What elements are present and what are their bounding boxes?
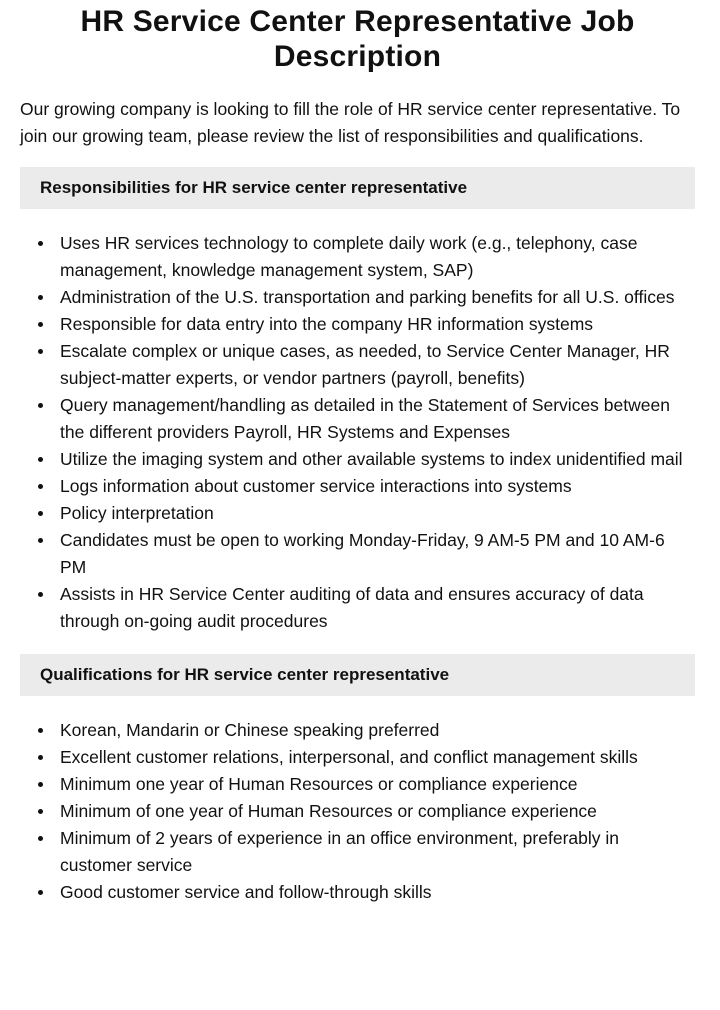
responsibilities-list (20, 230, 695, 635)
qualifications-list (20, 717, 695, 906)
responsibilities-heading: Responsibilities for HR service center representative (20, 167, 695, 209)
list-item: Policy interpretation (60, 500, 695, 527)
list-item: Responsible for data entry into the company HR information systems (60, 311, 695, 338)
list-item: Korean, Mandarin or Chinese speaking preferred (60, 717, 695, 744)
list-item: Minimum of 2 years of experience in an office environment, preferably in customer service (60, 825, 695, 879)
list-item: Administration of the U.S. transportation and parking benefits for all U.S. offices (60, 284, 695, 311)
page-title: HR Service Center Representative Job Description (80, 5, 635, 73)
list-item: Logs information about customer service interactions into systems (60, 473, 695, 500)
list-item: Good customer service and follow-through skills (60, 879, 695, 906)
intro-paragraph: Our growing company is looking to fill the role of HR service center representative. To join our growing team, please review the list of responsibilities and qualifications. (20, 99, 681, 146)
list-item: Minimum of one year of Human Resources or compliance experience (60, 798, 695, 825)
list-item: Uses HR services technology to complete daily work (e.g., telephony, case management, knowledge management system, SAP) (60, 230, 695, 284)
list-item: Assists in HR Service Center auditing of data and ensures accuracy of data through on-going audit procedures (60, 581, 695, 635)
list-item: Utilize the imaging system and other available systems to index unidentified mail (60, 446, 695, 473)
list-item: Candidates must be open to working Monday-Friday, 9 AM-5 PM and 10 AM-6 PM (60, 527, 695, 581)
list-item: Query management/handling as detailed in the Statement of Services between the different providers Payroll, HR Systems and Expenses (60, 392, 695, 446)
list-item: Minimum one year of Human Resources or compliance experience (60, 771, 695, 798)
qualifications-heading: Qualifications for HR service center representative (20, 654, 695, 696)
list-item: Excellent customer relations, interpersonal, and conflict management skills (60, 744, 695, 771)
list-item: Escalate complex or unique cases, as needed, to Service Center Manager, HR subject-matter experts, or vendor partners (payroll, benefits) (60, 338, 695, 392)
